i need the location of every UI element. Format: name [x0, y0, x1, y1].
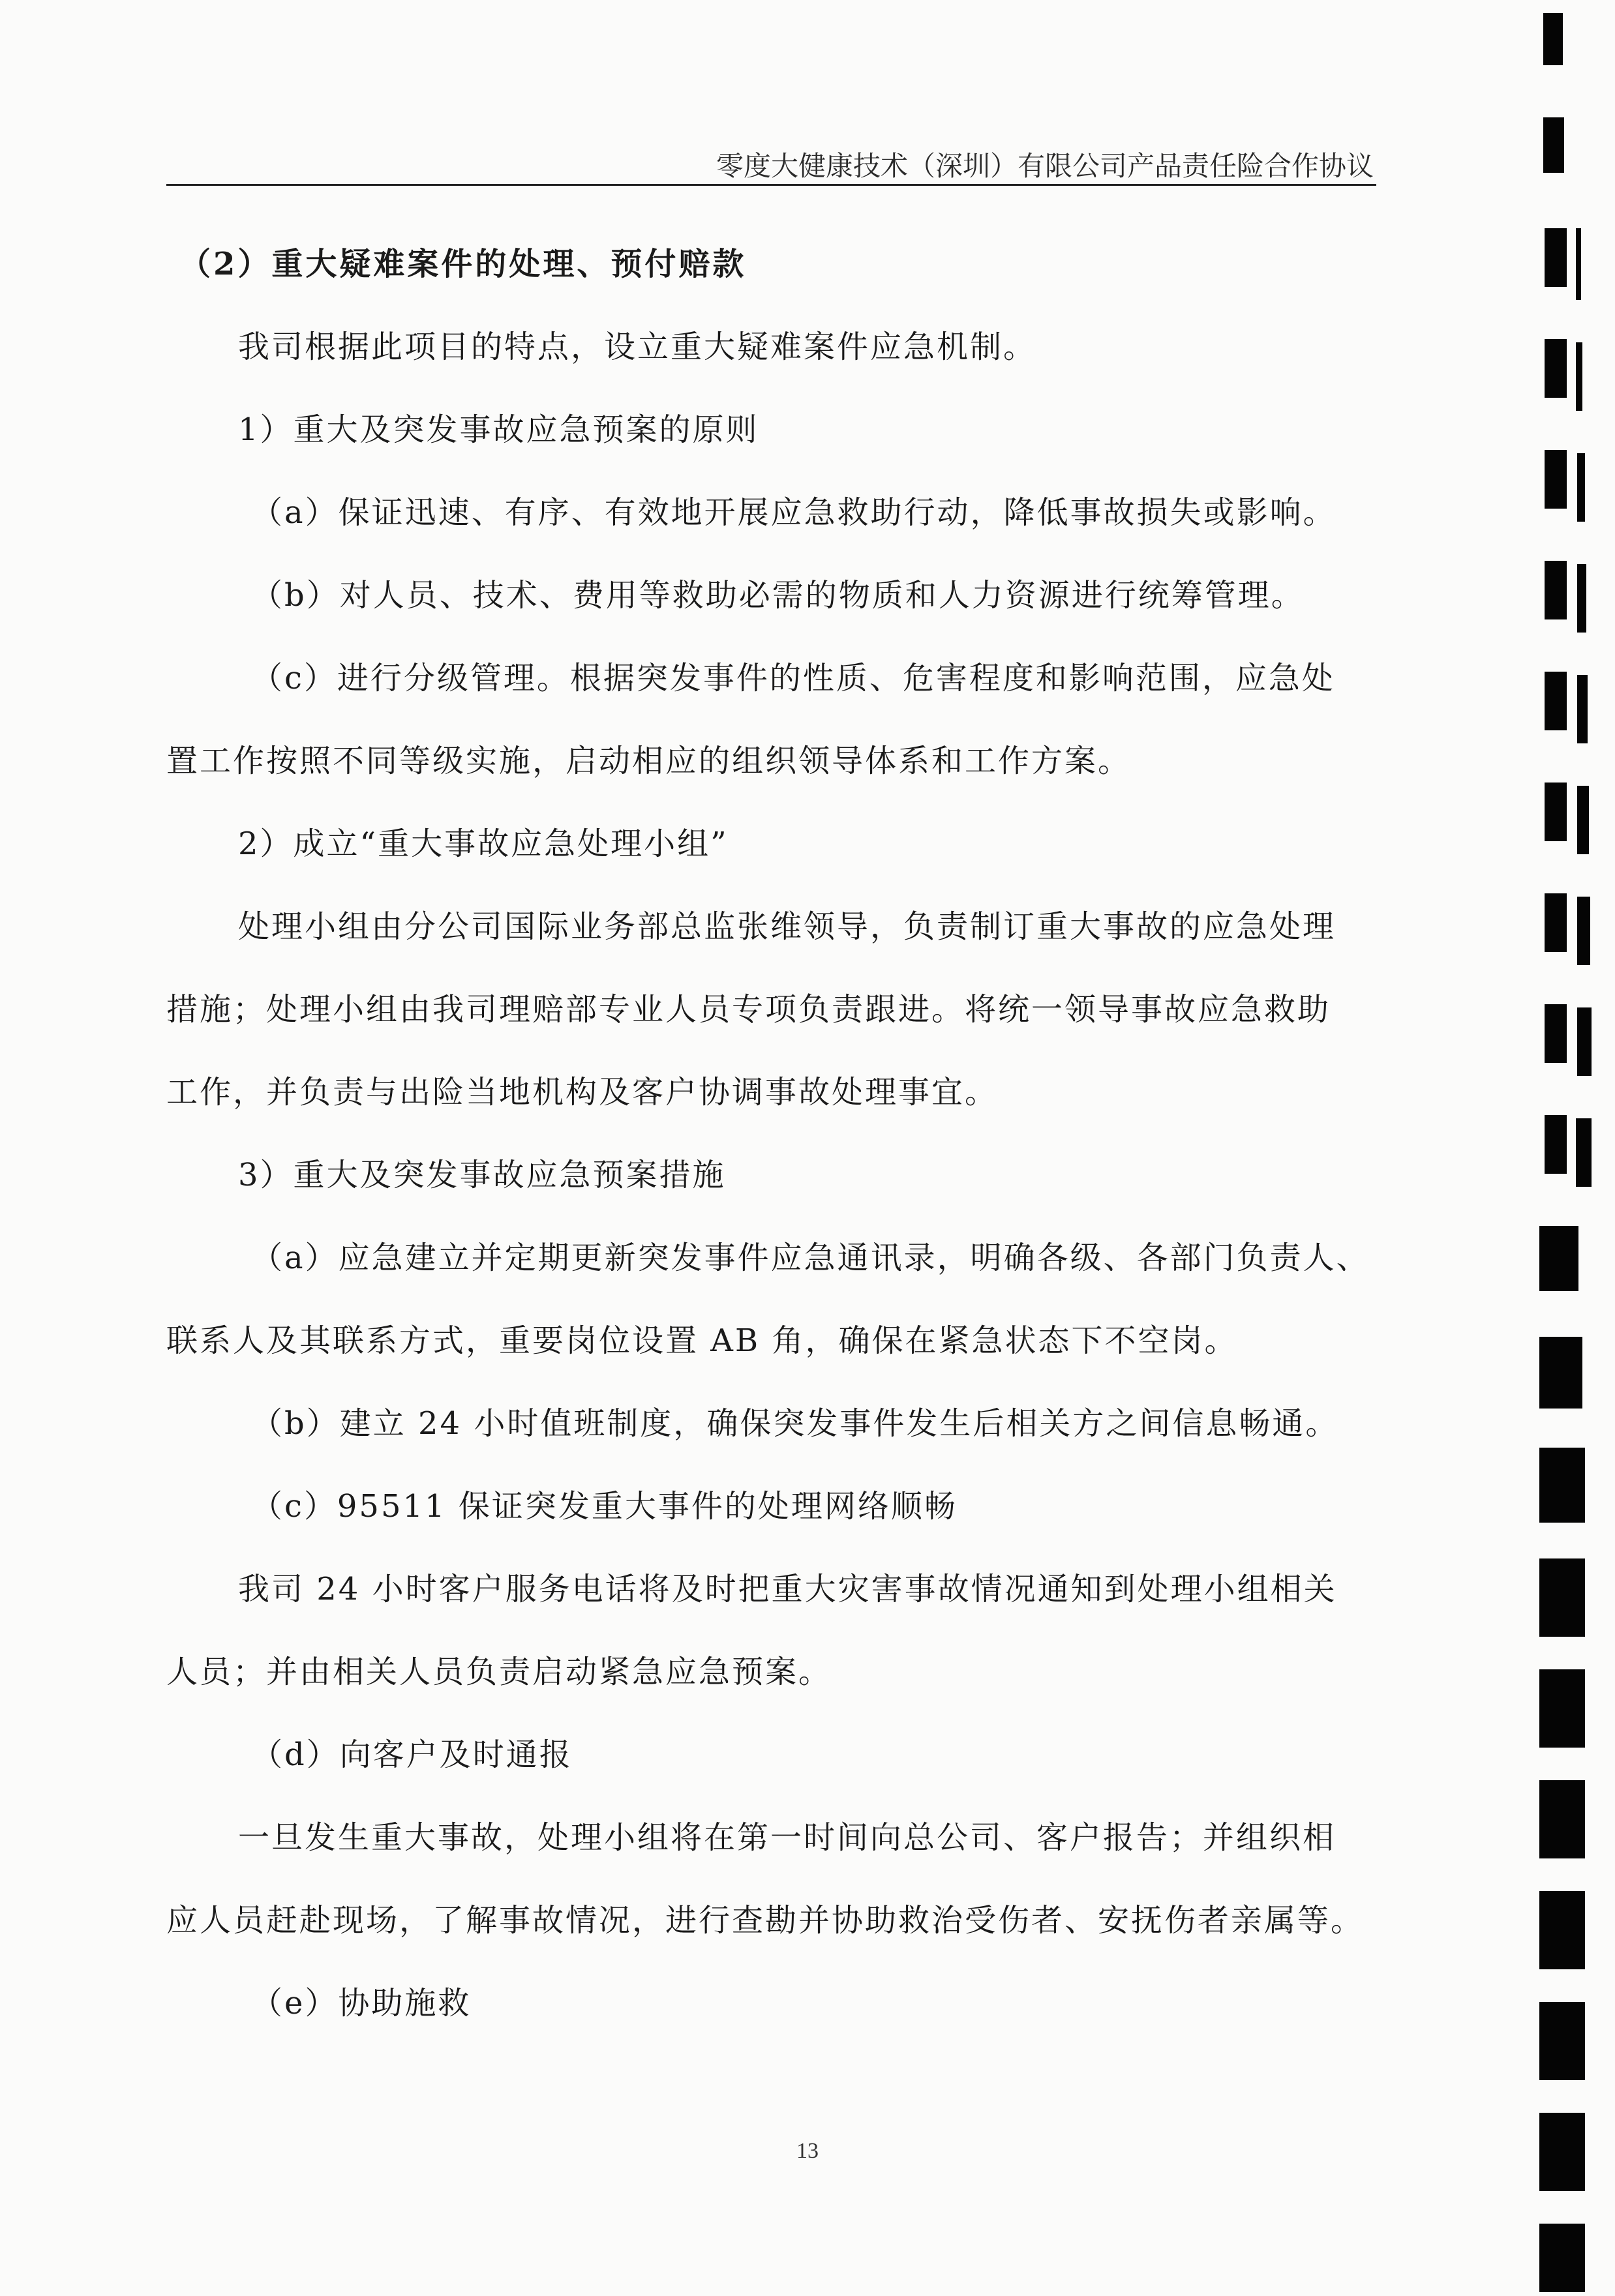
binding-mark: [1543, 117, 1564, 173]
binding-mark: [1577, 1007, 1592, 1076]
binding-mark: [1545, 1004, 1567, 1063]
list-item: （a）应急建立并定期更新突发事件应急通讯录，明确各级、各部门负责人、: [251, 1240, 1370, 1276]
list-item: （b）建立 24 小时值班制度，确保突发事件发生后相关方之间信息畅通。: [251, 1405, 1339, 1442]
binding-mark: [1539, 2113, 1585, 2191]
paragraph-line: 联系人及其联系方式，重要岗位设置 AB 角，确保在紧急状态下不空岗。: [166, 1322, 1238, 1359]
paragraph-line: 处理小组由分公司国际业务部总监张维领导，负责制订重大事故的应急处理: [238, 908, 1336, 945]
binding-mark: [1577, 453, 1585, 522]
paragraph-line: 置工作按照不同等级实施，启动相应的组织领导体系和工作方案。: [166, 743, 1132, 779]
binding-edge-marks: [1511, 0, 1615, 2296]
header-divider: [166, 184, 1376, 186]
paragraph-line: 人员；并由相关人员负责启动紧急应急预案。: [166, 1654, 832, 1690]
subsection-title: 3）重大及突发事故应急预案措施: [238, 1157, 726, 1193]
binding-mark: [1539, 1891, 1585, 1969]
list-item: （b）对人员、技术、费用等救助必需的物质和人力资源进行统筹管理。: [251, 577, 1305, 614]
binding-mark: [1539, 2224, 1585, 2292]
binding-mark: [1545, 561, 1567, 619]
binding-mark: [1539, 1226, 1578, 1291]
document-body: [166, 238, 1441, 2060]
binding-mark: [1545, 228, 1567, 287]
list-item: （a）保证迅速、有序、有效地开展应急救助行动，降低事故损失或影响。: [251, 494, 1336, 531]
binding-mark: [1539, 1448, 1585, 1523]
paragraph-line: 一旦发生重大事故，处理小组将在第一时间向总公司、客户报告；并组织相: [238, 1819, 1336, 1856]
binding-mark: [1577, 564, 1586, 633]
binding-mark: [1577, 786, 1589, 854]
binding-mark: [1545, 339, 1567, 398]
paragraph-line: 我司 24 小时客户服务电话将及时把重大灾害事故情况通知到处理小组相关: [238, 1571, 1337, 1607]
binding-mark: [1543, 13, 1563, 65]
binding-mark: [1539, 1558, 1585, 1637]
list-item: （e）协助施救: [251, 1985, 472, 2021]
binding-mark: [1539, 1780, 1585, 1858]
paragraph-line: 我司根据此项目的特点，设立重大疑难案件应急机制。: [238, 329, 1037, 365]
subsection-title: 1）重大及突发事故应急预案的原则: [238, 411, 759, 448]
paragraph-line: 措施；处理小组由我司理赔部专业人员专项负责跟进。将统一领导事故应急救助: [166, 991, 1331, 1028]
binding-mark: [1545, 1115, 1567, 1174]
list-item: （c）进行分级管理。根据突发事件的性质、危害程度和影响范围，应急处: [251, 660, 1335, 696]
paragraph-line: 工作，并负责与出险当地机构及客户协调事故处理事宜。: [166, 1074, 999, 1111]
binding-mark: [1539, 1669, 1585, 1748]
binding-mark: [1576, 228, 1581, 300]
binding-mark: [1539, 2002, 1585, 2080]
list-item: （d）向客户及时通报: [251, 1737, 573, 1773]
header-title: 零度大健康技术（深圳）有限公司产品责任险合作协议: [716, 150, 1374, 182]
binding-mark: [1577, 897, 1590, 965]
binding-mark: [1545, 450, 1567, 509]
binding-mark: [1545, 893, 1567, 952]
binding-mark: [1539, 1337, 1582, 1409]
binding-mark: [1545, 672, 1567, 730]
binding-mark: [1576, 342, 1582, 411]
binding-mark: [1576, 1118, 1592, 1187]
binding-mark: [1545, 783, 1567, 841]
section-heading: （2）重大疑难案件的处理、预付赔款: [179, 246, 747, 282]
list-item: （c）95511 保证突发重大事件的处理网络顺畅: [251, 1488, 958, 1525]
page-number: 13: [796, 2139, 819, 2163]
binding-mark: [1577, 675, 1588, 743]
subsection-title: 2）成立“重大事故应急处理小组”: [238, 826, 729, 862]
paragraph-line: 应人员赶赴现场，了解事故情况，进行查勘并协助救治受伤者、安抚伤者亲属等。: [166, 1902, 1365, 1939]
